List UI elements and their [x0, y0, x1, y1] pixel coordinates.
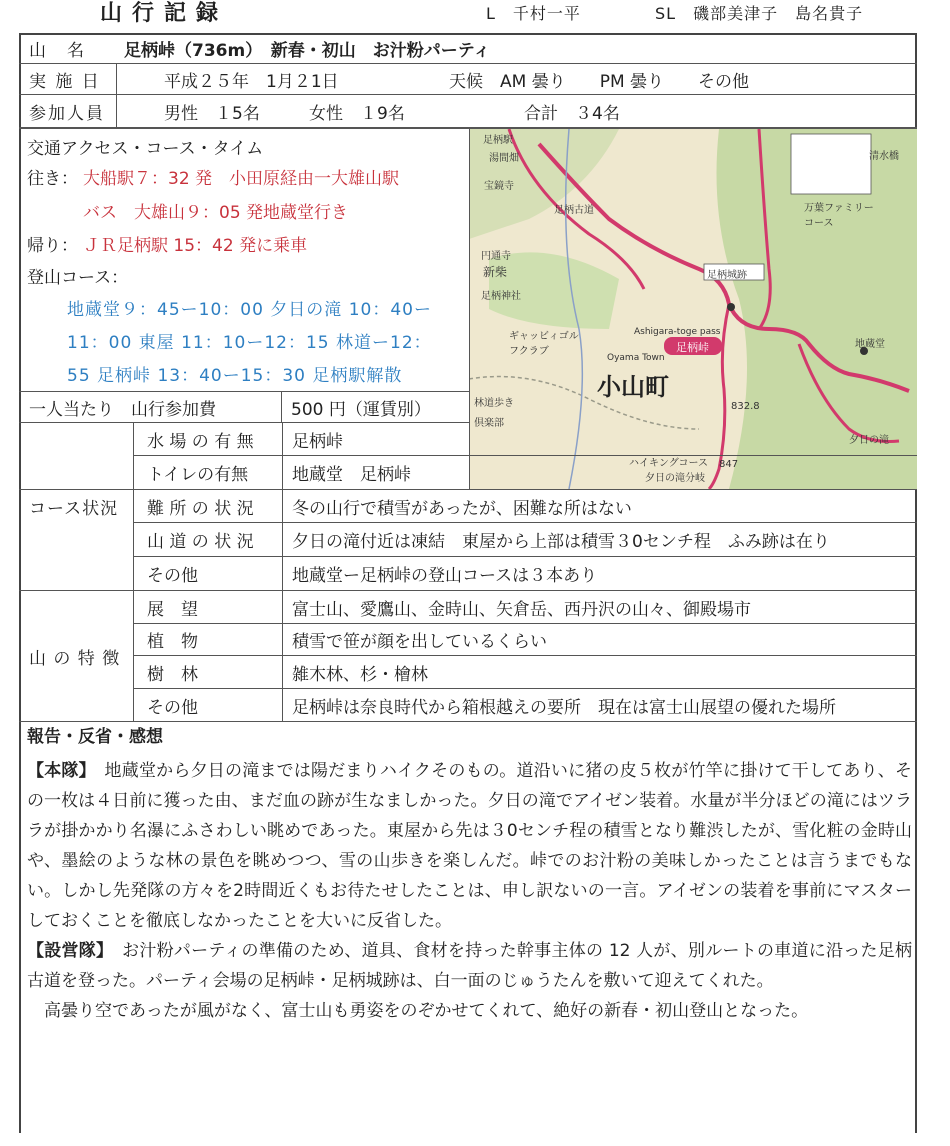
feature-other-value: 足柄峠は奈良時代から箱根越えの要所 現在は富士山展望の優れた場所	[292, 697, 836, 718]
features-block	[19, 590, 917, 722]
difficulty-label: 難 所 の 状 況	[147, 498, 254, 519]
document-title: 山行記録	[100, 1, 229, 26]
total-count: 合計 ３4名	[524, 104, 620, 124]
course-status-block	[19, 423, 917, 590]
report-section	[27, 722, 912, 1026]
access-top-border	[19, 128, 917, 129]
course-status-label: コース状況	[29, 499, 119, 519]
course-row-other	[133, 557, 917, 590]
map-label-elev-847: 847	[719, 459, 739, 470]
trail-label: 山 道 の 状 況	[147, 532, 254, 552]
course-row-difficulty	[133, 490, 917, 523]
map-bottom-border	[19, 489, 917, 490]
forest-label: 樹 林	[147, 664, 198, 685]
going-label: 往き：	[27, 169, 78, 189]
return-label: 帰り：	[27, 236, 78, 256]
fee-value: 500 円（運賃別）	[291, 399, 431, 420]
course-line-3: 55 足柄峠 13：40ー15：30 足柄駅解散	[67, 366, 403, 386]
trail-value: 夕日の滝付近は凍結 東屋から上部は積雪３0センチ程 ふみ跡は在り	[292, 532, 830, 552]
sub-leaders: SL 磯部美津子 島名貴子	[655, 4, 864, 23]
map-label-shrine: 足柄神社	[481, 291, 521, 302]
feature-row-plants	[133, 624, 917, 656]
course-line-1: 地蔵堂９：45ー10：00 夕日の滝 10：40ー	[67, 300, 432, 320]
mountain-value: 足柄峠（736m） 新春・初山 お汁粉パーティ	[124, 41, 491, 61]
date-label: 実 施 日	[29, 71, 101, 92]
map-label-hiking: ハイキングコース	[629, 458, 708, 469]
participants-row	[19, 95, 917, 128]
going-line-2: バス 大雄山９：05 発地蔵堂行き	[83, 203, 349, 223]
male-count: 男性 １5名	[164, 104, 260, 124]
fee-row	[19, 391, 469, 423]
feature-row-forest	[133, 656, 917, 689]
map-label-castle: 足柄城跡	[707, 270, 747, 281]
water-value: 足柄峠	[292, 431, 343, 452]
toilet-value: 地蔵堂 足柄峠	[292, 465, 411, 485]
view-value: 富士山、愛鷹山、金時山、矢倉岳、西丹沢の山々、御殿場市	[292, 599, 751, 620]
course-row-toilet	[133, 456, 917, 490]
date-value: 平成２５年 1月２1日	[164, 72, 339, 92]
access-heading: 交通アクセス・コース・タイム	[27, 139, 264, 159]
features-label: 山 の 特 徴	[29, 648, 121, 669]
course-label: 登山コース：	[27, 268, 129, 288]
going-line-1: 大船駅７：32 発 小田原経由一大雄山駅	[83, 169, 400, 189]
fee-divider	[281, 392, 282, 422]
map-label-entsuji: 円通寺	[481, 251, 511, 262]
map-label-shinshiba: 新柴	[483, 265, 508, 279]
difficulty-value: 冬の山行で積雪があったが、困難な所はない	[292, 498, 632, 519]
course-other-label: その他	[147, 566, 198, 586]
date-divider	[116, 64, 117, 95]
return-line: ＪＲ足柄駅 15：42 発に乗車	[83, 236, 308, 256]
map-label-temple: 宝鏡寺	[484, 181, 514, 192]
plants-label: 植 物	[147, 632, 198, 652]
plants-value: 積雪で笹が顔を出しているくらい	[292, 632, 547, 652]
map-pass: 足柄峠	[676, 341, 709, 354]
report-setup	[27, 936, 912, 996]
feature-row-other	[133, 689, 917, 721]
map-label-golf: ギャッビィゴルフクラブ	[509, 331, 579, 357]
map-label-manyo: 万葉ファミリーコース	[804, 203, 874, 229]
map-label-station: 足柄駅	[483, 135, 513, 146]
feature-row-view	[133, 591, 917, 624]
map-label-shimizu: 清水橋	[869, 151, 899, 162]
map-label-elev-832: 832.8	[731, 401, 760, 412]
map-label-falls: 夕日の滝	[849, 435, 889, 446]
main-team-tag: 【本隊】	[27, 761, 88, 781]
map-pass-en: Ashigara-toge pass	[634, 327, 721, 337]
main-team-text: 地蔵堂から夕日の滝までは陽だまりハイクそのもの。道沿いに猪の皮５枚が竹竿に掛けて干してあり、その一枚は４日前に獲った由、まだ血の跡が生なましかった。夕日の滝でアイゼン装着。水量が半分ほどの滝にはツララが掛かかり名瀑にふさわしい眺めであった。東屋から先は３0センチ程の積雪となり難渋したが、雪化粧の金時山や、墨絵のような林の景色を眺めつつ、雪の山歩きを楽しんだ。峠でのお汁粉の美味しかったことは言うまでもない。しかし先発隊の方々を2時間近くもお待たせしたことは、申し訳ないの一言。アイゼンの装着を事前にマスターしておくことを徹底しなかったことを大いに反省した。	[27, 761, 913, 931]
map-label-jizodo: 地蔵堂	[855, 339, 885, 350]
toilet-label: トイレの有無	[147, 465, 249, 485]
map-label-old-road: 足柄古道	[554, 205, 594, 216]
map-label-club: 倶楽部	[474, 418, 504, 429]
map-label-forest-road: 林道歩き	[474, 398, 514, 409]
view-label: 展 望	[147, 599, 198, 620]
setup-team-tag: 【設営隊】	[27, 941, 105, 961]
date-row	[19, 64, 917, 95]
leader: L 千村一平	[486, 4, 581, 23]
map-label-yumahata: 湯間畑	[489, 153, 519, 164]
course-row-trail	[133, 523, 917, 557]
feature-other-label: その他	[147, 697, 198, 718]
map-town: 小山町	[597, 373, 669, 401]
map-label-fork: 夕日の滝分岐	[645, 473, 705, 484]
forest-value: 雑木林、杉・檜林	[292, 664, 428, 685]
water-label: 水 場 の 有 無	[147, 431, 254, 452]
course-line-2: 11：00 東屋 11：10ー12：15 林道ー12：	[67, 333, 432, 353]
report-main	[27, 756, 912, 936]
report-closing: 高曇り空であったが風がなく、富士山も勇姿をのぞかせてくれて、絶好の新春・初山登山となった。	[44, 1001, 809, 1021]
participants-divider	[116, 95, 117, 128]
mountain-label: 山 名	[29, 40, 86, 61]
course-other-value: 地蔵堂ー足柄峠の登山コースは３本あり	[292, 566, 598, 586]
mountain-row	[19, 33, 917, 64]
participants-label: 参加人員	[29, 103, 105, 124]
fee-label: 一人当たり 山行参加費	[29, 399, 216, 420]
female-count: 女性 １9名	[309, 104, 405, 124]
course-row-water	[133, 423, 917, 456]
header	[0, 0, 950, 32]
map-town-en: Oyama Town	[607, 353, 665, 363]
setup-team-text: お汁粉パーティの準備のため、道具、食材を持った幹事主体の 12 人が、別ルートの車道に沿った足柄古道を登った。パーティ会場の足柄峠・足柄城跡は、白一面のじゅうたんを敷いて迎えてくれた。	[27, 941, 913, 991]
report-heading: 報告・反省・感想	[27, 727, 163, 747]
weather-value: 天候 AM 曇り PM 曇り その他	[449, 72, 750, 92]
